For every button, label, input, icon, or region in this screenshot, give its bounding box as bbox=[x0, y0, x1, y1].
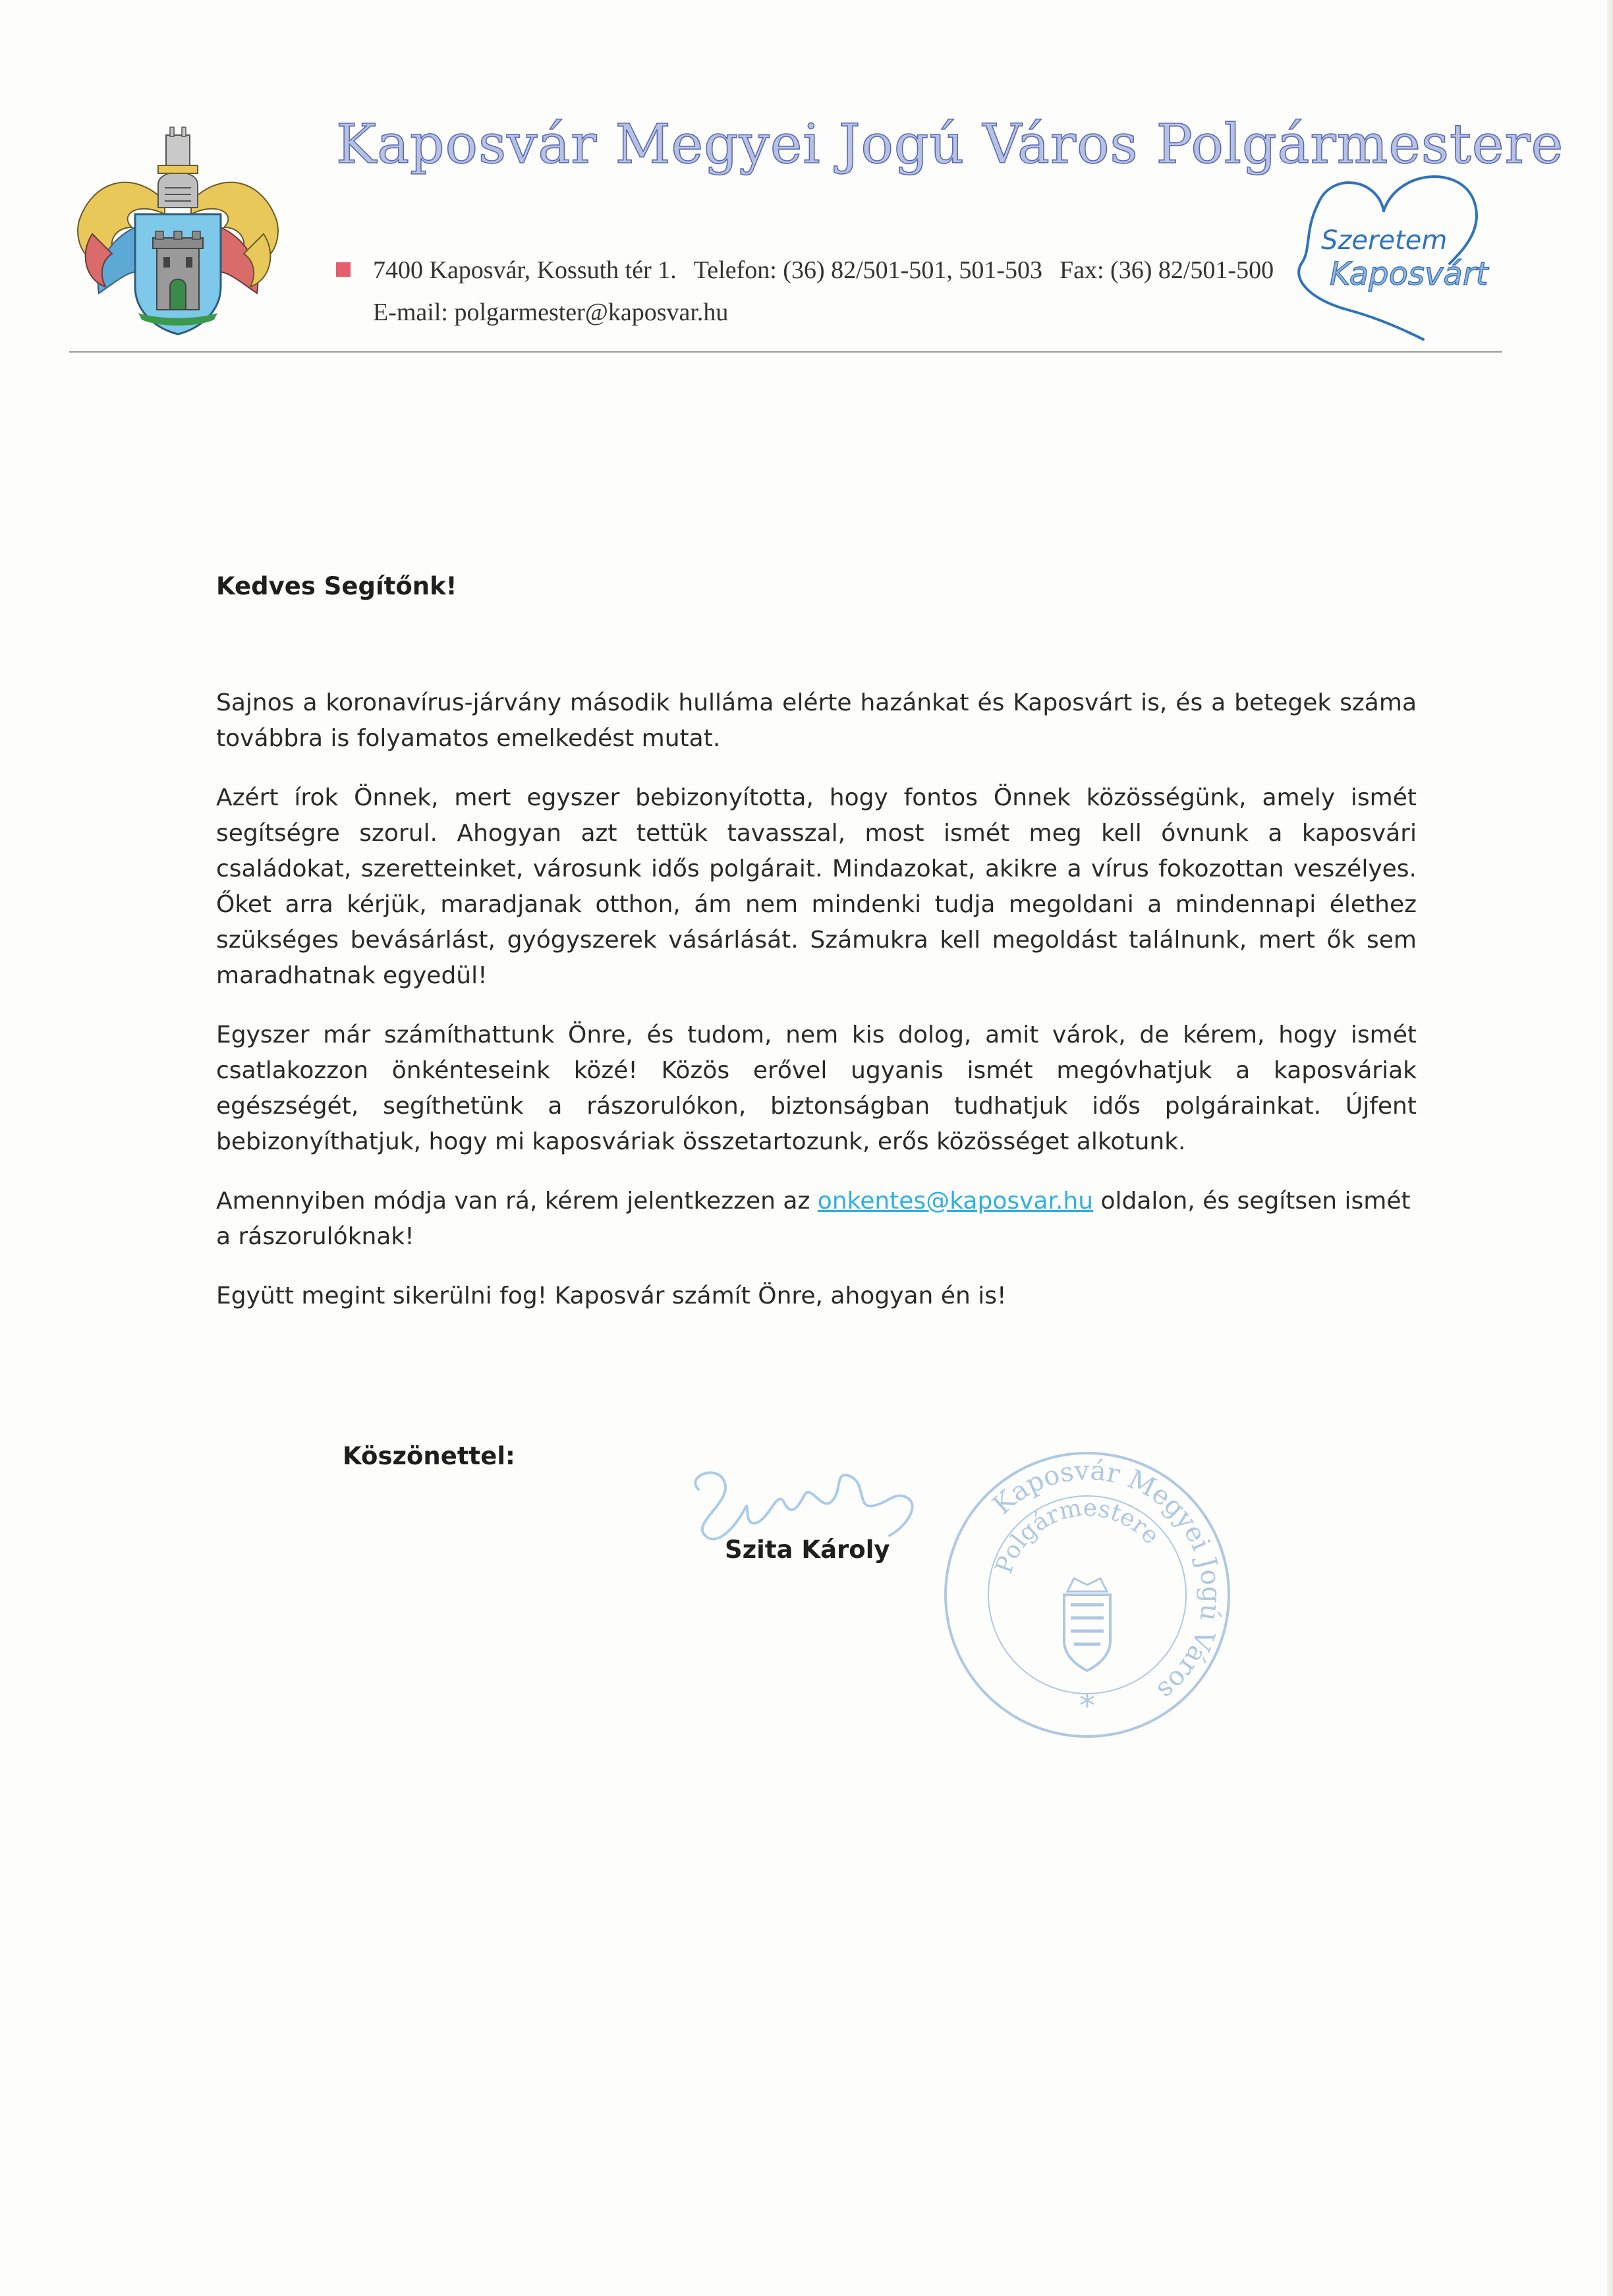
contact-line bbox=[336, 256, 1274, 285]
paragraph-4-text-after: oldalon, és segítsen ismét a rászorulóknak! bbox=[216, 1188, 1411, 1250]
address: 7400 Kaposvár, Kossuth tér 1. bbox=[373, 256, 677, 284]
slogan-line-1: Szeretem bbox=[1321, 225, 1448, 256]
salutation: Kedves Segítőnk! bbox=[216, 572, 457, 600]
paragraph-4-text-before: Amennyiben módja van rá, kérem jelentkezzen az bbox=[216, 1188, 818, 1215]
email-address: E-mail: polgarmester@kaposvar.hu bbox=[373, 299, 729, 326]
coat-of-arms-icon bbox=[66, 122, 290, 336]
svg-text:Kaposvár Megyei Jogú Város bbox=[987, 1456, 1226, 1706]
fax-number: Fax: (36) 82/501-500 bbox=[1060, 256, 1274, 284]
stamp-star: * bbox=[1079, 1688, 1095, 1725]
slogan-line-2: Kaposvárt bbox=[1330, 256, 1488, 293]
letter-body bbox=[216, 685, 1417, 1338]
phone-number: Telefon: (36) 82/501-501, 501-503 bbox=[693, 256, 1042, 284]
signer-name: Szita Károly bbox=[725, 1535, 890, 1564]
stamp-ring-text: Kaposvár Megyei Jogú Város bbox=[986, 1455, 1227, 1706]
page-edge bbox=[1606, 0, 1613, 2296]
paragraph-3: Egyszer már számíthattunk Önre, és tudom, nem kis dolog, amit várok, de kérem, hogy ismét csatlakozzon önkénteseink közé! Közös erővel ugyanis ismét megóvhatjuk a kaposváriak egészségét, segíthetünk a rászorulókon, biztonságban tudhatjuk idős polgárainkat. Újfent bebizonyíthatjuk, hogy mi kaposváriak összetartozunk, erős közösséget alkotunk. bbox=[216, 1021, 1417, 1155]
stamp-inner-text: Polgármestere bbox=[990, 1494, 1165, 1578]
organization-name: Kaposvár Megyei Jogú Város Polgármestere bbox=[336, 113, 1564, 176]
paragraph-5: Együtt megint sikerülni fog! Kaposvár számít Önre, ahogyan én is! bbox=[216, 1282, 1007, 1309]
paragraph-1: Sajnos a koronavírus-járvány második hulláma elérte hazánkat és Kaposvárt is, és a betegek száma továbbra is folyamatos emelkedést mutat. bbox=[216, 689, 1417, 752]
header-divider bbox=[69, 351, 1502, 353]
official-stamp-icon bbox=[936, 1443, 1239, 1746]
bullet-square-icon bbox=[336, 262, 351, 277]
paragraph-4 bbox=[216, 1184, 1417, 1255]
paragraph-2: Azért írok Önnek, mert egyszer bebizonyította, hogy fontos Önnek közösségünk, amely ismét segítségre szorul. Ahogyan azt tettük tavasszal, most ismét meg kell óvnunk a kaposvári családokat, szeretteinket, városunk idős polgárait. Mindazokat, akikre a vírus fokozottan veszélyes. Őket arra kérjük, maradjanak otthon, ám nem mindenki tudja megoldani a mindennapi élethez szükséges bevásárlást, gyógyszerek vásárlását. Számukra kell megoldást találnunk, mert ők sem maradhatnak egyedül! bbox=[216, 784, 1417, 989]
closing-phrase: Köszönettel: bbox=[343, 1442, 515, 1470]
volunteer-email-link[interactable]: onkentes@kaposvar.hu bbox=[817, 1188, 1094, 1215]
